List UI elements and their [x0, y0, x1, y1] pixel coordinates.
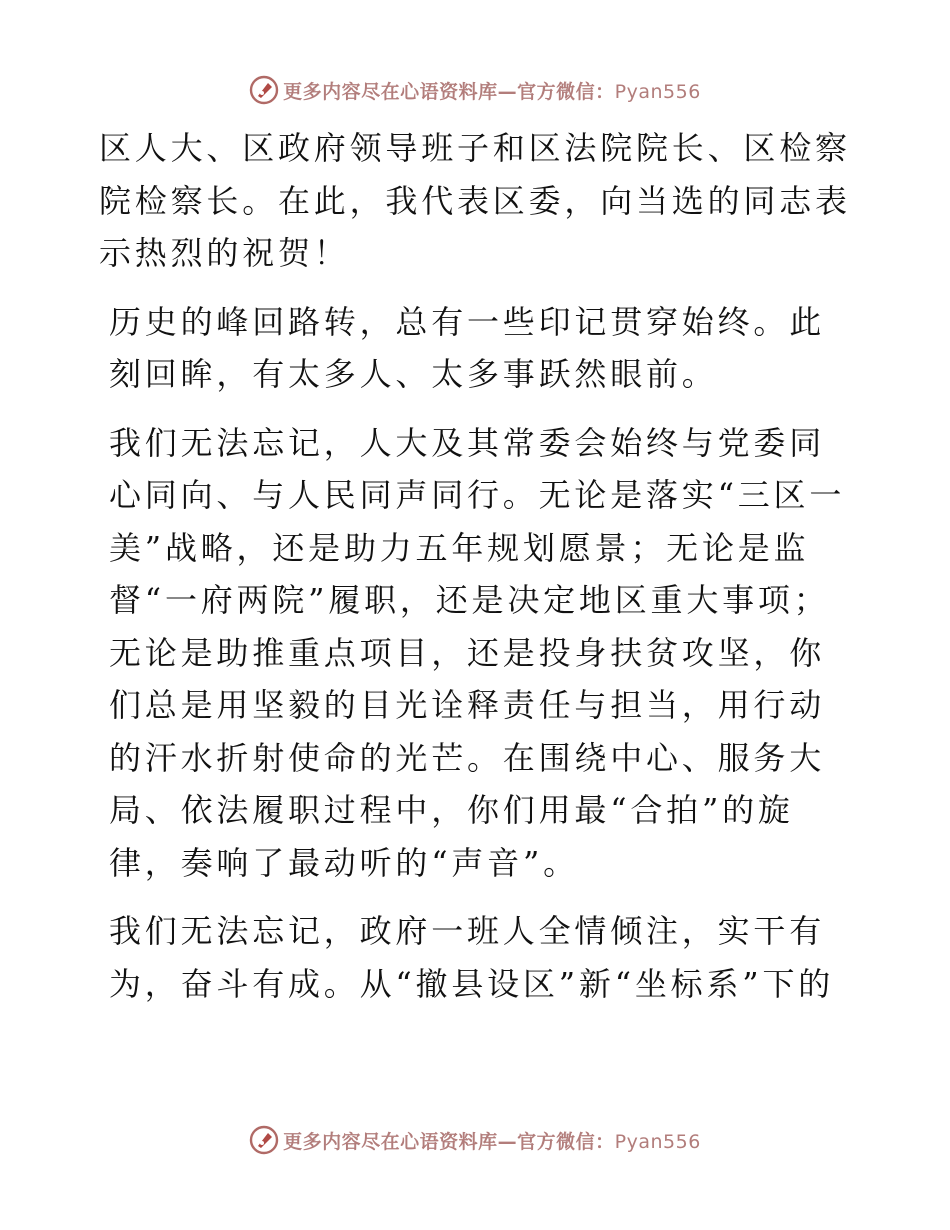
pen-nib-logo-icon: [249, 1125, 279, 1155]
paragraph-3: 我们无法忘记，人大及其常委会始终与党委同心同向、与人民同声同行。无论是落实“三区一美”战略，还是助力五年规划愿景；无论是监督“一府两院”履职，还是决定地区重大事项；无论是助推重点项目，还是投身扶贫攻坚，你们总是用坚毅的目光诠释责任与担当，用行动的汗水折射使命的光芒。在围绕中心、服务大局、依法履职过程中，你们用最“合拍”的旋律，奏响了最动听的“声音”。: [109, 423, 846, 882]
pen-nib-logo-icon: [249, 75, 279, 105]
wechat-id: Pyan556: [614, 80, 701, 103]
watermark-header: [0, 72, 950, 108]
paragraph-1: 区人大、区政府领导班子和区法院院长、区检察院检察长。在此，我代表区委，向当选的同志表示热烈的祝贺！: [99, 129, 851, 272]
document-body: [99, 122, 859, 1026]
watermark-text: 更多内容尽在心语资料库—官方微信：Pyan556: [283, 1130, 701, 1153]
wechat-id: Pyan556: [614, 1130, 701, 1153]
paragraph-2: 历史的峰回路转，总有一些印记贯穿始终。此刻回眸，有太多人、太多事跃然眼前。: [109, 302, 826, 393]
watermark-footer: [0, 1122, 950, 1158]
paragraph-4: 我们无法忘记，政府一班人全情倾注，实干有为，奋斗有成。从“撤县设区”新“坐标系”下的: [109, 912, 835, 1003]
watermark-text: 更多内容尽在心语资料库—官方微信：Pyan556: [283, 80, 701, 103]
